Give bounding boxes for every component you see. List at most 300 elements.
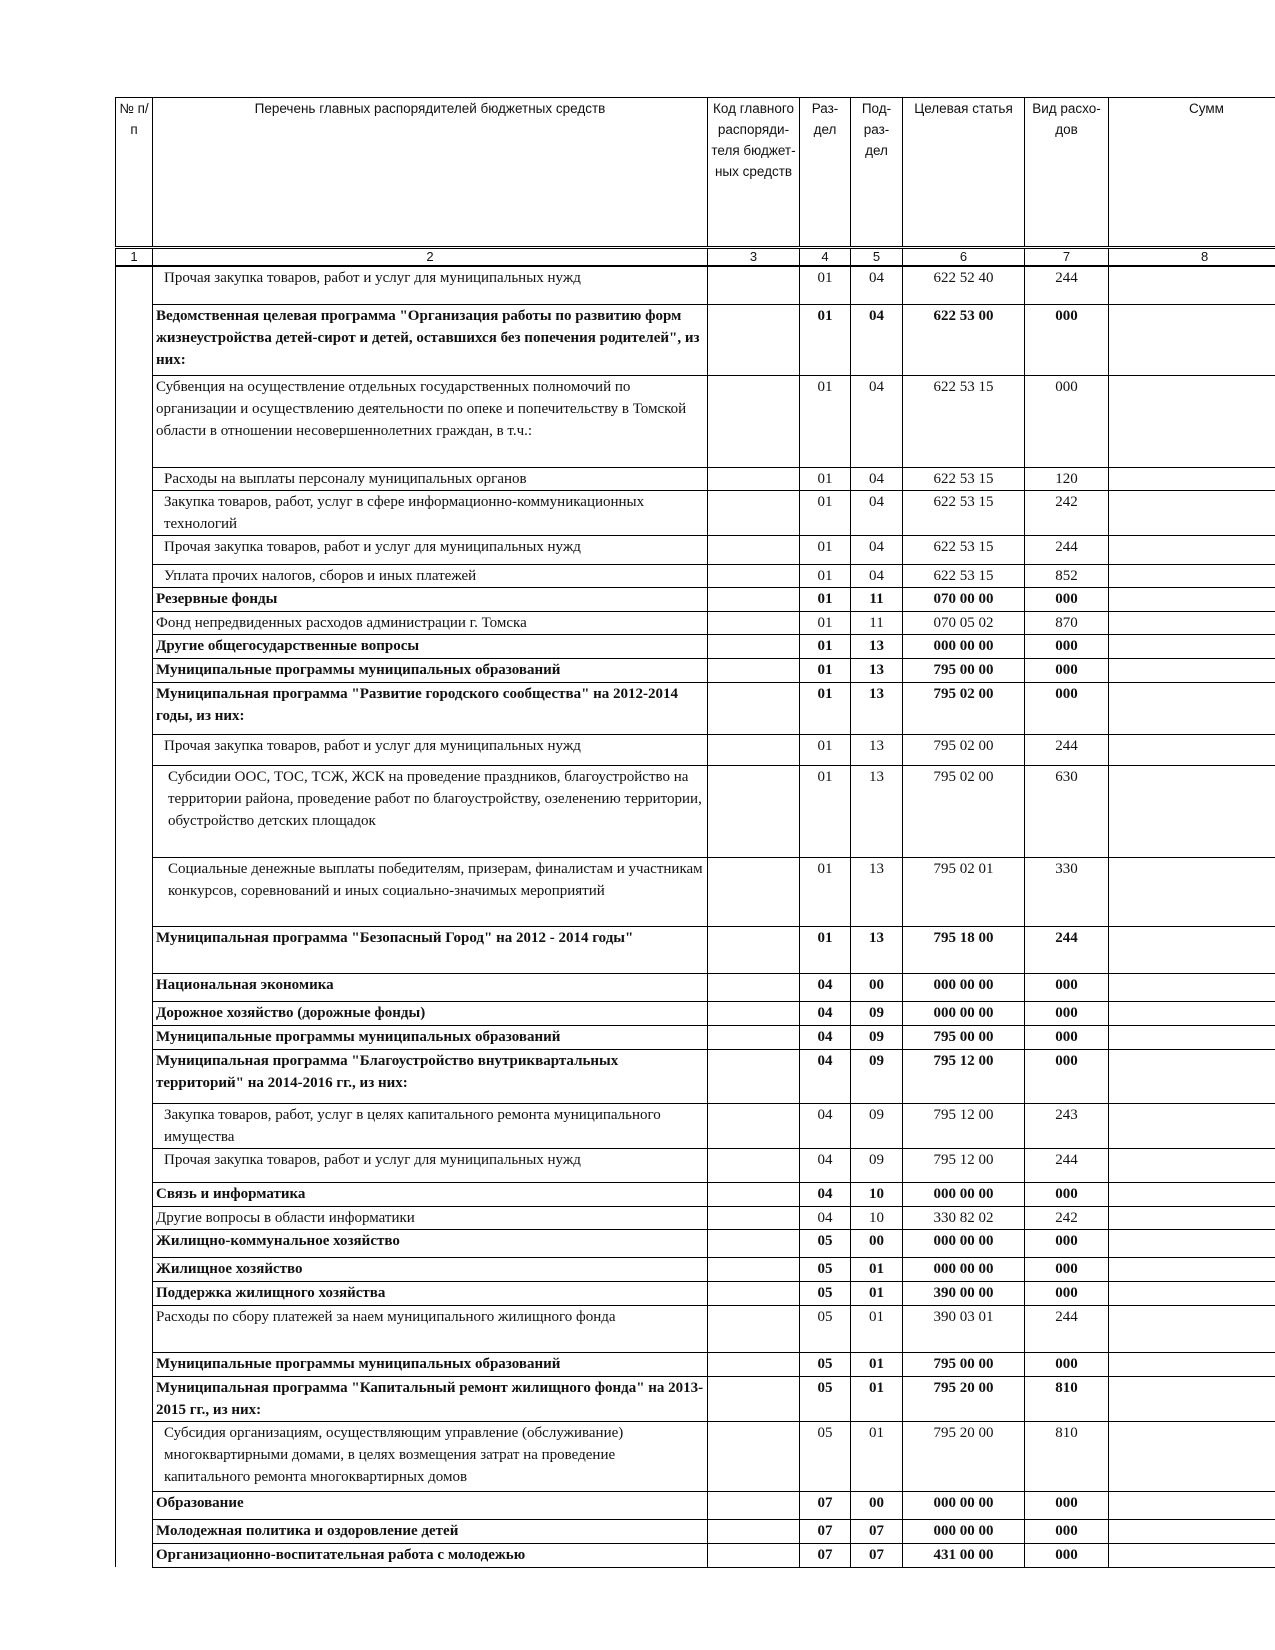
section-row	[116, 1491, 1275, 1519]
row-number-cell	[116, 1148, 153, 1182]
col-num: 6	[903, 248, 1025, 267]
row-number-cell	[116, 1491, 153, 1519]
row-sum	[1109, 490, 1275, 535]
row-podrazdel: 11	[851, 587, 903, 611]
row-target: 795 00 00	[903, 658, 1025, 682]
row-number-cell	[116, 611, 153, 634]
row-razdel: 04	[800, 1049, 851, 1103]
row-razdel: 01	[800, 467, 851, 490]
col-num: 3	[708, 248, 800, 267]
row-code	[708, 375, 800, 467]
row-number-cell	[116, 1543, 153, 1567]
row-vid: 000	[1025, 587, 1109, 611]
header-num: № п/п	[116, 98, 153, 248]
row-podrazdel: 09	[851, 1025, 903, 1049]
row-vid: 000	[1025, 1025, 1109, 1049]
row-razdel: 04	[800, 1001, 851, 1025]
row-code	[708, 1305, 800, 1352]
row-sum	[1109, 1206, 1275, 1229]
row-vid: 242	[1025, 490, 1109, 535]
row-target: 000 00 00	[903, 1491, 1025, 1519]
row-podrazdel: 07	[851, 1519, 903, 1543]
row-name: Ведомственная целевая программа "Организация работы по развитию форм жизнеустройства детей-сирот и детей, оставшихся без попечения родителей", из них:	[153, 304, 708, 375]
row-number-cell	[116, 304, 153, 375]
row-target: 795 02 00	[903, 765, 1025, 857]
row-name: Жилищно-коммунальное хозяйство	[153, 1229, 708, 1257]
row-code	[708, 634, 800, 658]
row-code	[708, 1257, 800, 1281]
row-razdel: 04	[800, 1148, 851, 1182]
row-sum	[1109, 1229, 1275, 1257]
row-name: Субсидия организациям, осуществляющим управление (обслуживание) многоквартирными домами, в целях возмещения затрат на проведение капитального ремонта многоквартирных домов	[153, 1421, 708, 1491]
row-code	[708, 1206, 800, 1229]
row-razdel: 05	[800, 1376, 851, 1421]
col-num: 8	[1109, 248, 1275, 267]
row-name: Другие общегосударственные вопросы	[153, 634, 708, 658]
section-row	[116, 973, 1275, 1001]
row-target: 000 00 00	[903, 1182, 1025, 1206]
table-row	[116, 734, 1275, 765]
row-name: Субсидии ООС, ТОС, ТСЖ, ЖСК на проведение праздников, благоустройство на территории района, проведение работ по благоустройству, озеленению территории, обустройство детских площадок	[153, 765, 708, 857]
row-razdel: 01	[800, 611, 851, 634]
table-row	[116, 1025, 1275, 1049]
row-code	[708, 1519, 800, 1543]
row-code	[708, 1421, 800, 1491]
row-razdel: 04	[800, 973, 851, 1001]
row-sum	[1109, 658, 1275, 682]
row-vid: 000	[1025, 1281, 1109, 1305]
row-vid: 120	[1025, 467, 1109, 490]
row-target: 622 52 40	[903, 266, 1025, 304]
row-vid: 244	[1025, 535, 1109, 564]
row-code	[708, 682, 800, 734]
row-name: Образование	[153, 1491, 708, 1519]
row-vid: 244	[1025, 1305, 1109, 1352]
table-row	[116, 926, 1275, 973]
header-subsection: Под-раз-дел	[851, 98, 903, 248]
row-code	[708, 734, 800, 765]
table-row	[116, 1281, 1275, 1305]
row-vid: 000	[1025, 658, 1109, 682]
row-vid: 000	[1025, 1491, 1109, 1519]
row-podrazdel: 09	[851, 1049, 903, 1103]
row-podrazdel: 01	[851, 1257, 903, 1281]
row-name: Молодежная политика и оздоровление детей	[153, 1519, 708, 1543]
row-code	[708, 1001, 800, 1025]
row-number-cell	[116, 535, 153, 564]
col-num: 4	[800, 248, 851, 267]
row-code	[708, 973, 800, 1001]
table-row	[116, 1103, 1275, 1148]
row-number-cell	[116, 1049, 153, 1103]
row-razdel: 07	[800, 1519, 851, 1543]
row-target: 000 00 00	[903, 1519, 1025, 1543]
column-number-row	[116, 248, 1275, 267]
row-podrazdel: 13	[851, 634, 903, 658]
row-razdel: 05	[800, 1281, 851, 1305]
row-name: Закупка товаров, работ, услуг в целях капитального ремонта муниципального имущества	[153, 1103, 708, 1148]
table-row	[116, 1257, 1275, 1281]
row-podrazdel: 13	[851, 857, 903, 926]
row-target: 000 00 00	[903, 973, 1025, 1001]
row-number-cell	[116, 1352, 153, 1376]
table-row	[116, 1376, 1275, 1421]
row-target: 390 03 01	[903, 1305, 1025, 1352]
row-razdel: 01	[800, 658, 851, 682]
row-number-cell	[116, 634, 153, 658]
row-target: 795 18 00	[903, 926, 1025, 973]
row-number-cell	[116, 1376, 153, 1421]
row-target: 330 82 02	[903, 1206, 1025, 1229]
row-vid: 000	[1025, 1182, 1109, 1206]
row-target: 795 20 00	[903, 1376, 1025, 1421]
row-target: 000 00 00	[903, 1001, 1025, 1025]
row-vid: 000	[1025, 682, 1109, 734]
row-number-cell	[116, 467, 153, 490]
row-name: Прочая закупка товаров, работ и услуг для муниципальных нужд	[153, 535, 708, 564]
row-code	[708, 535, 800, 564]
row-code	[708, 564, 800, 587]
row-podrazdel: 01	[851, 1281, 903, 1305]
row-sum	[1109, 634, 1275, 658]
section-row	[116, 1229, 1275, 1257]
row-target: 070 05 02	[903, 611, 1025, 634]
col-num: 5	[851, 248, 903, 267]
row-code	[708, 1025, 800, 1049]
row-code	[708, 266, 800, 304]
row-razdel: 01	[800, 926, 851, 973]
row-razdel: 01	[800, 266, 851, 304]
table-row	[116, 490, 1275, 535]
row-podrazdel: 13	[851, 682, 903, 734]
row-name: Муниципальные программы муниципальных образований	[153, 1025, 708, 1049]
row-vid: 243	[1025, 1103, 1109, 1148]
row-target: 622 53 15	[903, 564, 1025, 587]
row-sum	[1109, 535, 1275, 564]
row-number-cell	[116, 375, 153, 467]
table-row	[116, 857, 1275, 926]
row-number-cell	[116, 1229, 153, 1257]
row-name: Дорожное хозяйство (дорожные фонды)	[153, 1001, 708, 1025]
row-name: Уплата прочих налогов, сборов и иных платежей	[153, 564, 708, 587]
row-target: 795 02 00	[903, 734, 1025, 765]
row-name: Муниципальные программы муниципальных образований	[153, 658, 708, 682]
table-row	[116, 1519, 1275, 1543]
row-razdel: 04	[800, 1182, 851, 1206]
header-name: Перечень главных распорядителей бюджетных средств	[153, 98, 708, 248]
row-code	[708, 1543, 800, 1567]
row-vid: 244	[1025, 1148, 1109, 1182]
row-vid: 244	[1025, 926, 1109, 973]
row-code	[708, 611, 800, 634]
row-sum	[1109, 926, 1275, 973]
row-code	[708, 1103, 800, 1148]
row-vid: 000	[1025, 1229, 1109, 1257]
table-row	[116, 1049, 1275, 1103]
row-sum	[1109, 1305, 1275, 1352]
row-sum	[1109, 1519, 1275, 1543]
row-sum	[1109, 765, 1275, 857]
row-podrazdel: 09	[851, 1148, 903, 1182]
row-code	[708, 1491, 800, 1519]
row-target: 622 53 15	[903, 375, 1025, 467]
table-row	[116, 765, 1275, 857]
table-row	[116, 658, 1275, 682]
row-name: Резервные фонды	[153, 587, 708, 611]
row-name: Другие вопросы в области информатики	[153, 1206, 708, 1229]
row-razdel: 07	[800, 1491, 851, 1519]
row-name: Социальные денежные выплаты победителям, призерам, финалистам и участникам конкурсов, соревнований и иных социально-значимых мероприятий	[153, 857, 708, 926]
row-podrazdel: 04	[851, 535, 903, 564]
row-name: Фонд непредвиденных расходов администрации г. Томска	[153, 611, 708, 634]
row-code	[708, 1352, 800, 1376]
row-code	[708, 1182, 800, 1206]
row-target: 622 53 15	[903, 490, 1025, 535]
row-sum	[1109, 1001, 1275, 1025]
row-code	[708, 1229, 800, 1257]
header-sum: Сумм	[1109, 98, 1275, 248]
row-podrazdel: 13	[851, 765, 903, 857]
row-target: 622 53 15	[903, 535, 1025, 564]
row-podrazdel: 01	[851, 1352, 903, 1376]
row-razdel: 01	[800, 375, 851, 467]
row-sum	[1109, 973, 1275, 1001]
row-number-cell	[116, 973, 153, 1001]
row-razdel: 05	[800, 1421, 851, 1491]
row-vid: 000	[1025, 1049, 1109, 1103]
table-row	[116, 1182, 1275, 1206]
row-podrazdel: 13	[851, 658, 903, 682]
row-code	[708, 490, 800, 535]
row-code	[708, 1148, 800, 1182]
row-razdel: 04	[800, 1206, 851, 1229]
row-sum	[1109, 1491, 1275, 1519]
row-name: Жилищное хозяйство	[153, 1257, 708, 1281]
row-vid: 000	[1025, 973, 1109, 1001]
row-razdel: 05	[800, 1352, 851, 1376]
row-number-cell	[116, 682, 153, 734]
row-number-cell	[116, 1025, 153, 1049]
table-row	[116, 564, 1275, 587]
row-podrazdel: 04	[851, 304, 903, 375]
row-target: 622 53 15	[903, 467, 1025, 490]
col-num: 1	[116, 248, 153, 267]
table-row	[116, 535, 1275, 564]
row-sum	[1109, 1352, 1275, 1376]
row-number-cell	[116, 1421, 153, 1491]
row-target: 000 00 00	[903, 1257, 1025, 1281]
row-podrazdel: 04	[851, 375, 903, 467]
row-name: Муниципальная программа "Капитальный ремонт жилищного фонда" на 2013-2015 гг., из них:	[153, 1376, 708, 1421]
row-sum	[1109, 266, 1275, 304]
table-row	[116, 1543, 1275, 1567]
row-number-cell	[116, 857, 153, 926]
row-vid: 000	[1025, 375, 1109, 467]
row-razdel: 05	[800, 1305, 851, 1352]
row-code	[708, 1376, 800, 1421]
row-target: 795 12 00	[903, 1103, 1025, 1148]
row-name: Прочая закупка товаров, работ и услуг для муниципальных нужд	[153, 734, 708, 765]
row-vid: 000	[1025, 1543, 1109, 1567]
row-target: 795 00 00	[903, 1352, 1025, 1376]
row-code	[708, 857, 800, 926]
budget-table	[115, 97, 1275, 1568]
row-razdel: 01	[800, 564, 851, 587]
table-row	[116, 1001, 1275, 1025]
row-podrazdel: 13	[851, 926, 903, 973]
row-vid: 000	[1025, 304, 1109, 375]
row-vid: 810	[1025, 1376, 1109, 1421]
row-podrazdel: 00	[851, 1491, 903, 1519]
row-number-cell	[116, 765, 153, 857]
row-podrazdel: 10	[851, 1206, 903, 1229]
row-podrazdel: 10	[851, 1182, 903, 1206]
row-code	[708, 467, 800, 490]
row-vid: 244	[1025, 266, 1109, 304]
row-number-cell	[116, 564, 153, 587]
row-name: Прочая закупка товаров, работ и услуг для муниципальных нужд	[153, 1148, 708, 1182]
row-number-cell	[116, 1305, 153, 1352]
row-podrazdel: 04	[851, 467, 903, 490]
row-name: Связь и информатика	[153, 1182, 708, 1206]
header-expense: Вид расхо-дов	[1025, 98, 1109, 248]
row-sum	[1109, 734, 1275, 765]
row-sum	[1109, 1148, 1275, 1182]
table-row	[116, 1305, 1275, 1352]
row-sum	[1109, 1421, 1275, 1491]
row-code	[708, 765, 800, 857]
row-sum	[1109, 1257, 1275, 1281]
row-vid: 000	[1025, 634, 1109, 658]
row-razdel: 01	[800, 304, 851, 375]
row-razdel: 04	[800, 1025, 851, 1049]
table-row	[116, 1421, 1275, 1491]
row-number-cell	[116, 658, 153, 682]
row-sum	[1109, 1376, 1275, 1421]
row-target: 431 00 00	[903, 1543, 1025, 1567]
row-vid: 810	[1025, 1421, 1109, 1491]
row-number-cell	[116, 490, 153, 535]
row-target: 795 12 00	[903, 1148, 1025, 1182]
table-row	[116, 1206, 1275, 1229]
table-row	[116, 611, 1275, 634]
row-name: Муниципальная программа "Благоустройство внутриквартальных территорий" на 2014-2016 гг., из них:	[153, 1049, 708, 1103]
row-razdel: 01	[800, 734, 851, 765]
row-podrazdel: 04	[851, 266, 903, 304]
row-podrazdel: 04	[851, 490, 903, 535]
row-number-cell	[116, 1001, 153, 1025]
row-razdel: 05	[800, 1257, 851, 1281]
row-sum	[1109, 587, 1275, 611]
row-number-cell	[116, 587, 153, 611]
header-row	[116, 98, 1275, 248]
row-sum	[1109, 1281, 1275, 1305]
row-razdel: 07	[800, 1543, 851, 1567]
row-sum	[1109, 857, 1275, 926]
row-sum	[1109, 682, 1275, 734]
row-target: 795 12 00	[903, 1049, 1025, 1103]
table-row	[116, 304, 1275, 375]
table-row	[116, 682, 1275, 734]
row-vid: 852	[1025, 564, 1109, 587]
row-podrazdel: 07	[851, 1543, 903, 1567]
table-row	[116, 375, 1275, 467]
col-num: 2	[153, 248, 708, 267]
header-section: Раз-дел	[800, 98, 851, 248]
row-sum	[1109, 564, 1275, 587]
row-target: 622 53 00	[903, 304, 1025, 375]
row-number-cell	[116, 734, 153, 765]
row-number-cell	[116, 1103, 153, 1148]
row-target: 000 00 00	[903, 634, 1025, 658]
row-number-cell	[116, 1206, 153, 1229]
col-num: 7	[1025, 248, 1109, 267]
row-podrazdel: 01	[851, 1376, 903, 1421]
row-target: 795 02 00	[903, 682, 1025, 734]
row-sum	[1109, 611, 1275, 634]
row-name: Закупка товаров, работ, услуг в сфере информационно-коммуникационных технологий	[153, 490, 708, 535]
row-name: Расходы на выплаты персоналу муниципальных органов	[153, 467, 708, 490]
row-name: Расходы по сбору платежей за наем муниципального жилищного фонда	[153, 1305, 708, 1352]
row-podrazdel: 11	[851, 611, 903, 634]
row-podrazdel: 04	[851, 564, 903, 587]
row-name: Прочая закупка товаров, работ и услуг для муниципальных нужд	[153, 266, 708, 304]
row-vid: 630	[1025, 765, 1109, 857]
header-code: Код главного распоряди-теля бюджет-ных средств	[708, 98, 800, 248]
table-row	[116, 1352, 1275, 1376]
row-name: Организационно-воспитательная работа с молодежью	[153, 1543, 708, 1567]
row-name: Поддержка жилищного хозяйства	[153, 1281, 708, 1305]
row-razdel: 01	[800, 857, 851, 926]
row-sum	[1109, 375, 1275, 467]
row-podrazdel: 09	[851, 1001, 903, 1025]
row-sum	[1109, 1049, 1275, 1103]
table-row	[116, 266, 1275, 304]
row-target: 795 02 01	[903, 857, 1025, 926]
row-code	[708, 926, 800, 973]
row-podrazdel: 01	[851, 1421, 903, 1491]
row-number-cell	[116, 1519, 153, 1543]
row-podrazdel: 00	[851, 973, 903, 1001]
row-razdel: 01	[800, 634, 851, 658]
row-vid: 244	[1025, 734, 1109, 765]
row-target: 390 00 00	[903, 1281, 1025, 1305]
row-vid: 000	[1025, 1352, 1109, 1376]
row-razdel: 01	[800, 765, 851, 857]
header-target: Целевая статья	[903, 98, 1025, 248]
row-name: Национальная экономика	[153, 973, 708, 1001]
row-code	[708, 587, 800, 611]
row-sum	[1109, 1025, 1275, 1049]
row-name: Муниципальная программа "Развитие городского сообщества" на 2012-2014 годы, из них:	[153, 682, 708, 734]
row-code	[708, 304, 800, 375]
row-name: Муниципальная программа "Безопасный Город" на 2012 - 2014 годы"	[153, 926, 708, 973]
row-code	[708, 1049, 800, 1103]
row-code	[708, 658, 800, 682]
row-vid: 000	[1025, 1519, 1109, 1543]
row-sum	[1109, 1103, 1275, 1148]
row-razdel: 05	[800, 1229, 851, 1257]
table-row	[116, 1148, 1275, 1182]
row-sum	[1109, 1543, 1275, 1567]
row-number-cell	[116, 1182, 153, 1206]
row-sum	[1109, 304, 1275, 375]
row-vid: 000	[1025, 1001, 1109, 1025]
row-target: 795 20 00	[903, 1421, 1025, 1491]
row-vid: 330	[1025, 857, 1109, 926]
row-razdel: 01	[800, 587, 851, 611]
row-vid: 870	[1025, 611, 1109, 634]
